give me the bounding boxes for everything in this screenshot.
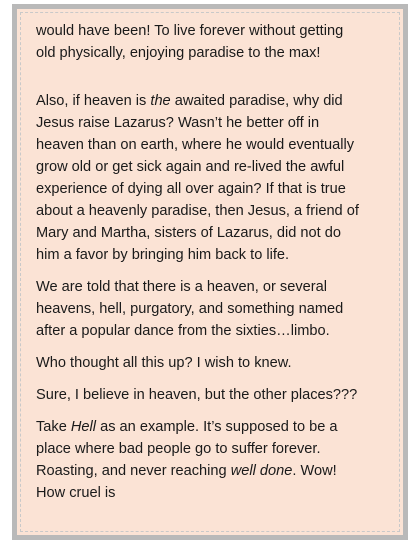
paragraph-5: Sure, I believe in heaven, but the other places???: [36, 387, 358, 403]
paragraph-2-text-start: Also, if heaven is: [36, 93, 151, 109]
paragraph-6: [36, 416, 366, 504]
paragraph-6-text-middle: as an example. It’s supposed to be a place where bad people go to suffer forever. Roasting, and never reaching: [36, 419, 338, 479]
paragraph-6-text-end: . Wow! How cruel is: [36, 463, 337, 501]
paragraph-4: Who thought all this up? I wish to knew.: [36, 355, 292, 371]
paragraph-3: We are told that there is a heaven, or several heavens, hell, purgatory, and something named after a popular dance from the sixties…limbo.: [36, 279, 344, 339]
paragraph-1: would have been! To live forever without getting old physically, enjoying paradise to the max!: [36, 23, 344, 61]
paragraph-2: [36, 90, 366, 266]
paragraph-6-emphasis-well-done: well done: [230, 463, 293, 479]
document-body: [36, 20, 366, 514]
paragraph-6-emphasis-hell: Hell: [70, 419, 97, 435]
paragraph-6-text-start: Take: [36, 419, 71, 435]
paragraph-2-emphasis: the: [150, 93, 171, 109]
paragraph-2-text-end: awaited paradise, why did Jesus raise Lazarus? Wasn’t he better off in heaven than on earth, where he would eventually grow old or get sick again and re-lived the awful experience of dying all over again? If that is true about a heavenly paradise, then Jesus, a friend of Mary and Martha, sisters of Lazarus, did not do him a favor by bringing him back to life.: [36, 93, 359, 263]
